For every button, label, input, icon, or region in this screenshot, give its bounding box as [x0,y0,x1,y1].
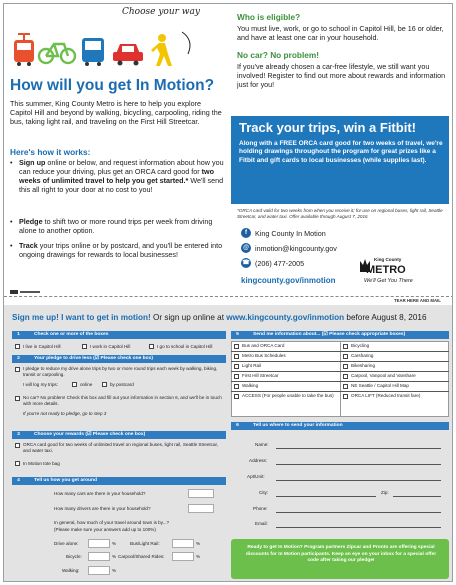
info-orca-lift-label: ORCA LIFT (Reduced transit fare) [351,393,421,398]
walking-label: Walking: [62,568,80,573]
partner-promo-box [231,539,449,579]
section-title: Tell us how you get around [34,478,97,483]
info-walking-checkbox[interactable] [234,384,239,389]
how-it-works-heading: Here's how it works: [10,147,91,157]
email-label: Email: [255,521,268,526]
metro-small-logo [10,289,40,295]
choose-your-way-label: Choose your way [122,7,200,17]
section-5-grid [231,341,449,417]
info-bikesharing-label: Bikesharing [351,363,376,368]
bicycle-icon [39,44,75,63]
section-3-options [12,442,226,474]
drive-alone-input[interactable] [88,539,110,548]
email-icon: @ [241,243,251,253]
bullet-dot: • [10,217,13,226]
carpool-label: Carpool/Shared Rides: [118,554,165,559]
info-bikesharing-checkbox[interactable] [343,364,348,369]
bus-rail-label: Bus/Light Rail: [130,541,160,546]
info-light-rail-label: Light Rail [242,363,262,368]
email-field[interactable] [276,527,441,528]
log-postcard-label: by postcard [110,382,134,387]
bullet-bold: Track [19,241,38,250]
percent-sign: % [112,568,117,573]
bullet-dot: • [10,241,13,250]
info-access-label: ACCESS (For people unable to take the bus) [242,393,334,398]
section-number: 2 [17,356,20,361]
info-schedules-checkbox[interactable] [234,354,239,359]
contact-email[interactable] [241,243,441,258]
partner-promo-text: Ready to get In Motion? Program partners Zipcar and Pronto are offering special discounts for In Motion participants. Keep an eye on your inbox for a special offer code after taking our pledge! [245,545,437,563]
section-4-header [12,477,226,485]
pledge-checkbox[interactable] [15,367,20,372]
logo-tagline: We'll Get You There [364,278,413,284]
live-checkbox[interactable] [15,344,20,349]
info-orca-lift-checkbox[interactable] [343,394,348,399]
signup-mid: Or sign up online at [150,313,227,322]
tear-line [4,296,453,297]
zip-field[interactable] [393,496,441,497]
log-postcard-checkbox[interactable] [102,382,107,387]
section-title: Tell us where to send your information [253,423,343,428]
contact-facebook[interactable] [241,228,441,243]
section-1-options [12,343,226,353]
percent-sign: % [112,541,117,546]
info-bicycling-label: Bicycling [351,343,370,348]
city-field[interactable] [276,496,376,497]
orca-label: ORCA card good for two weeks of unlimited travel on regional buses, light rail, Seattle Streetcar, and water taxi. [23,442,219,453]
bus-rail-input[interactable] [172,539,194,548]
work-label: I work in Capitol Hill [90,344,131,349]
info-map-checkbox[interactable] [343,384,348,389]
info-carpool-label: Carpool, Vanpool and Vanshare [351,373,416,378]
phone-icon: ☎ [242,260,250,266]
info-bus-orca-checkbox[interactable] [234,344,239,349]
section-1-header [12,331,226,339]
section-4-fields [12,488,226,580]
phone-label: Phone: [253,506,268,511]
section-number: 1 [17,332,20,337]
log-trips-label: I will log my trips: [23,382,58,387]
car-icon [113,44,143,66]
info-carsharing-checkbox[interactable] [343,354,348,359]
fine-print: *ORCA card valid for two weeks from when you receive it; for use on regional buses, light rail, Seattle Streetcar, and water taxi. Offer available through August 7, 2016 [237,208,443,220]
name-label: Name: [255,442,269,447]
name-field[interactable] [276,448,441,449]
fitbit-promo-box [231,116,449,204]
pledge-note: If you're not ready to pledge, go to step 3 [23,411,107,416]
section-6-header [231,422,449,430]
carpool-input[interactable] [172,552,194,561]
bullet-dot: • [10,158,13,167]
section-number: 3 [17,432,20,437]
drivers-question: How many drivers are there in your household? [54,506,151,511]
fitbit-title: Track your trips, win a Fitbit! [239,120,416,135]
eligible-heading: Who is eligible? [237,12,301,22]
section-number: 4 [17,478,20,483]
info-bus-orca-label: Bus and ORCA Card [242,343,285,348]
address-field[interactable] [276,464,441,465]
section-title: Choose your rewards (☑ Please check one box) [34,432,146,437]
section-5-header [231,331,449,339]
apt-field[interactable] [276,480,441,481]
bullet-text: online or below, and request information about how you can reduce your driving, plus get an ORCA card good for [19,158,224,177]
info-schedules-label: Metro Bus Schedules [242,353,286,358]
travel-instruction: (Please make sure your answers add up to 100%) [54,527,156,532]
bullet-sign-up [10,158,226,216]
cars-question: How many cars are there in your household? [54,491,146,496]
bullet-text: your trips online or by postcard, and you'll be entered into ongoing drawings for rewards to local businesses! [19,241,223,260]
section-number: 5 [236,332,239,337]
work-checkbox[interactable] [82,344,87,349]
bus-icon [82,38,104,66]
no-car-heading: No car? No problem! [237,50,320,60]
section-2-options [12,366,226,428]
orca-checkbox[interactable] [15,443,20,448]
pledge-label: I pledge to reduce my drive alone trips by two or more round trips each week by walking, biking, transit or carpooling. [23,366,218,377]
section-2-header [12,355,226,363]
cars-input[interactable] [188,489,214,498]
bullet-bold: Pledge [19,217,43,226]
percent-sign: % [196,554,201,559]
info-carsharing-label: Carsharing [351,353,374,358]
bullet-text: to shift two or more round trips per week from driving alone to another option. [19,217,213,236]
travel-question: In general, how much of your travel around town is by...? [54,520,170,525]
contact-text: inmotion@kingcounty.gov [255,244,337,253]
facebook-icon: f [241,228,251,238]
no-car-label: No car? No problem! Check this box and fill out your information in section 6, and we'll be in touch with more details. [23,395,222,406]
bullet-text-2: We'll send this all right to your door at no cost to you! [19,176,224,195]
address-label: Address: [249,458,268,463]
walking-icon [151,34,172,66]
city-label: City: [259,490,269,495]
transport-icons-row [12,26,202,70]
intro-paragraph: This summer, King County Metro is here to help you explore Capitol Hill and beyond by walking, bicycling, carpooling, riding the bus, taking light rail, and traveling on the First Hill Streetcar. [10,99,222,127]
streetcar-icon [14,34,34,66]
zip-label: Zip: [381,490,389,495]
info-walking-label: Walking [242,383,259,388]
info-light-rail-checkbox[interactable] [234,364,239,369]
eligible-text: You must live, work, or go to school in Capitol Hill, be 16 or older, and have at least one car in your household. [237,24,444,43]
tote-checkbox[interactable] [15,461,20,466]
no-car-checkbox[interactable] [15,396,20,401]
section-title: Check one or more of the boxes [34,332,109,337]
signup-url[interactable]: www.kingcounty.gov/inmotion [226,313,345,322]
section-number: 6 [236,423,239,428]
signup-heading [12,313,427,322]
website-link[interactable]: kingcounty.gov/inmotion [241,276,336,285]
percent-sign: % [196,541,201,546]
drive-alone-label: Drive alone: [54,541,79,546]
contact-text: (206) 477-2005 [255,259,305,268]
no-car-text: If you've already chosen a car-free lifestyle, we still want you involved! Register to find out more about rewards and information just for you! [237,62,446,90]
log-online-label: online [80,382,93,387]
info-bicycling-checkbox[interactable] [343,344,348,349]
bullet-bold-2: two weeks of unlimited travel to help you get started.* [19,167,214,186]
info-access-checkbox[interactable] [234,394,239,399]
log-online-checkbox[interactable] [72,382,77,387]
tear-label: TEAR HERE AND MAIL [394,298,441,303]
bicycle-input[interactable] [88,552,110,561]
info-map-label: NE Seattle / Capitol Hill Map [351,383,409,388]
fitbit-text: Along with a FREE ORCA card good for two weeks of travel, we're holding drawings throughout the program for great prizes like a Fitbit and gift cards to local businesses (while supplies last). [239,140,443,164]
section-title: Your pledge to drive less (☑ Please check one box) [34,356,153,361]
bullet-bold: Sign up [19,158,46,167]
contact-list [241,228,441,273]
school-label: I go to school in Capitol Hill [157,344,213,349]
drivers-input[interactable] [188,504,214,513]
school-checkbox[interactable] [149,344,154,349]
walking-input[interactable] [88,566,110,575]
bicycle-label: Bicycle: [66,554,82,559]
bullet-pledge [10,217,226,237]
logo-king-county: King County [374,257,402,262]
logo-metro: METRO [366,264,406,276]
contact-phone[interactable] [241,258,441,273]
section-3-header [12,431,226,439]
bullet-track [10,241,226,271]
info-streetcar-label: First Hill Streetcar [242,373,279,378]
percent-sign: % [112,554,117,559]
info-carpool-checkbox[interactable] [343,374,348,379]
signup-lead: Sign me up! I want to get in motion! [12,313,151,322]
page-title: How will you get In Motion? [10,77,215,94]
signup-tail: before August 8, 2016 [344,313,427,322]
section-title: Send me information about... (☑ Please check appropriate boxes) [253,332,406,337]
apt-label: Apt/Unit: [247,474,265,479]
flyer-page [3,3,453,582]
info-streetcar-checkbox[interactable] [234,374,239,379]
tote-label: In Motion tote bag [23,461,60,466]
contact-text: King County In Motion [255,229,326,238]
section-6-fields [231,432,449,536]
phone-field[interactable] [276,512,441,513]
live-label: I live in Capitol Hill [23,344,61,349]
